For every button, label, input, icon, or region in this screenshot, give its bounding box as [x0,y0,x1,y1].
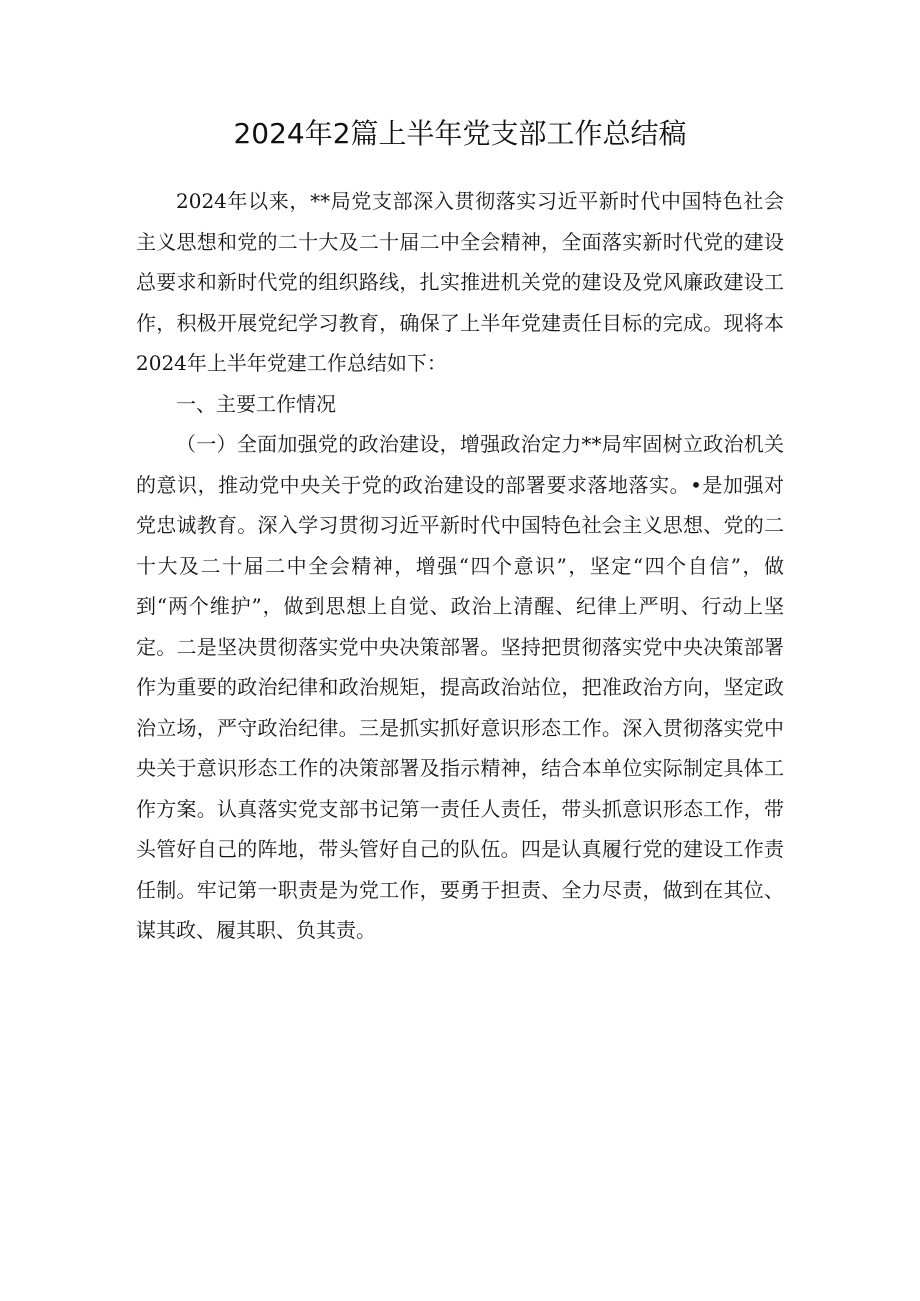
body-paragraph: （一）全面加强党的政治建设，增强政治定力**局牢固树立政治机关的意识，推动党中央关于党的政治建设的部署要求落地落实。•是加强对党忠诚教育。深入学习贯彻习近平新时代中国特色社会主义思想、党的二十大及二十届二中全会精神，增强“四个意识”，坚定“四个自信”，做到“两个维护”，做到思想上自觉、政治上清醒、纪律上严明、行动上坚定。二是坚决贯彻落实党中央决策部署。坚持把贯彻落实党中央决策部署作为重要的政治纪律和政治规矩，提高政治站位，把准政治方向，坚定政治立场，严守政治纪律。三是抓实抓好意识形态工作。深入贯彻落实党中央关于意识形态工作的决策部署及指示精神，结合本单位实际制定具体工作方案。认真落实党支部书记第一责任人责任，带头抓意识形态工作，带头管好自己的阵地，带头管好自己的队伍。四是认真履行党的建设工作责任制。牢记第一职责是为党工作，要勇于担责、全力尽责，做到在其位、谋其政、履其职、负其责。 [136,432,784,942]
document-title: 2024年2篇上半年党支部工作总结稿 [233,117,687,150]
document-body [136,181,784,951]
intro-paragraph: 2024年以来，**局党支部深入贯彻落实习近平新时代中国特色社会主义思想和党的二十大及二十届二中全会精神，全面落实新时代党的建设总要求和新时代党的组织路线，扎实推进机关党的建设及党风廉政建设工作，积极开展党纪学习教育，确保了上半年党建责任目标的完成。现将本2024年上半年党建工作总结如下： [136,189,784,375]
section-heading: 一、主要工作情况 [176,391,336,416]
